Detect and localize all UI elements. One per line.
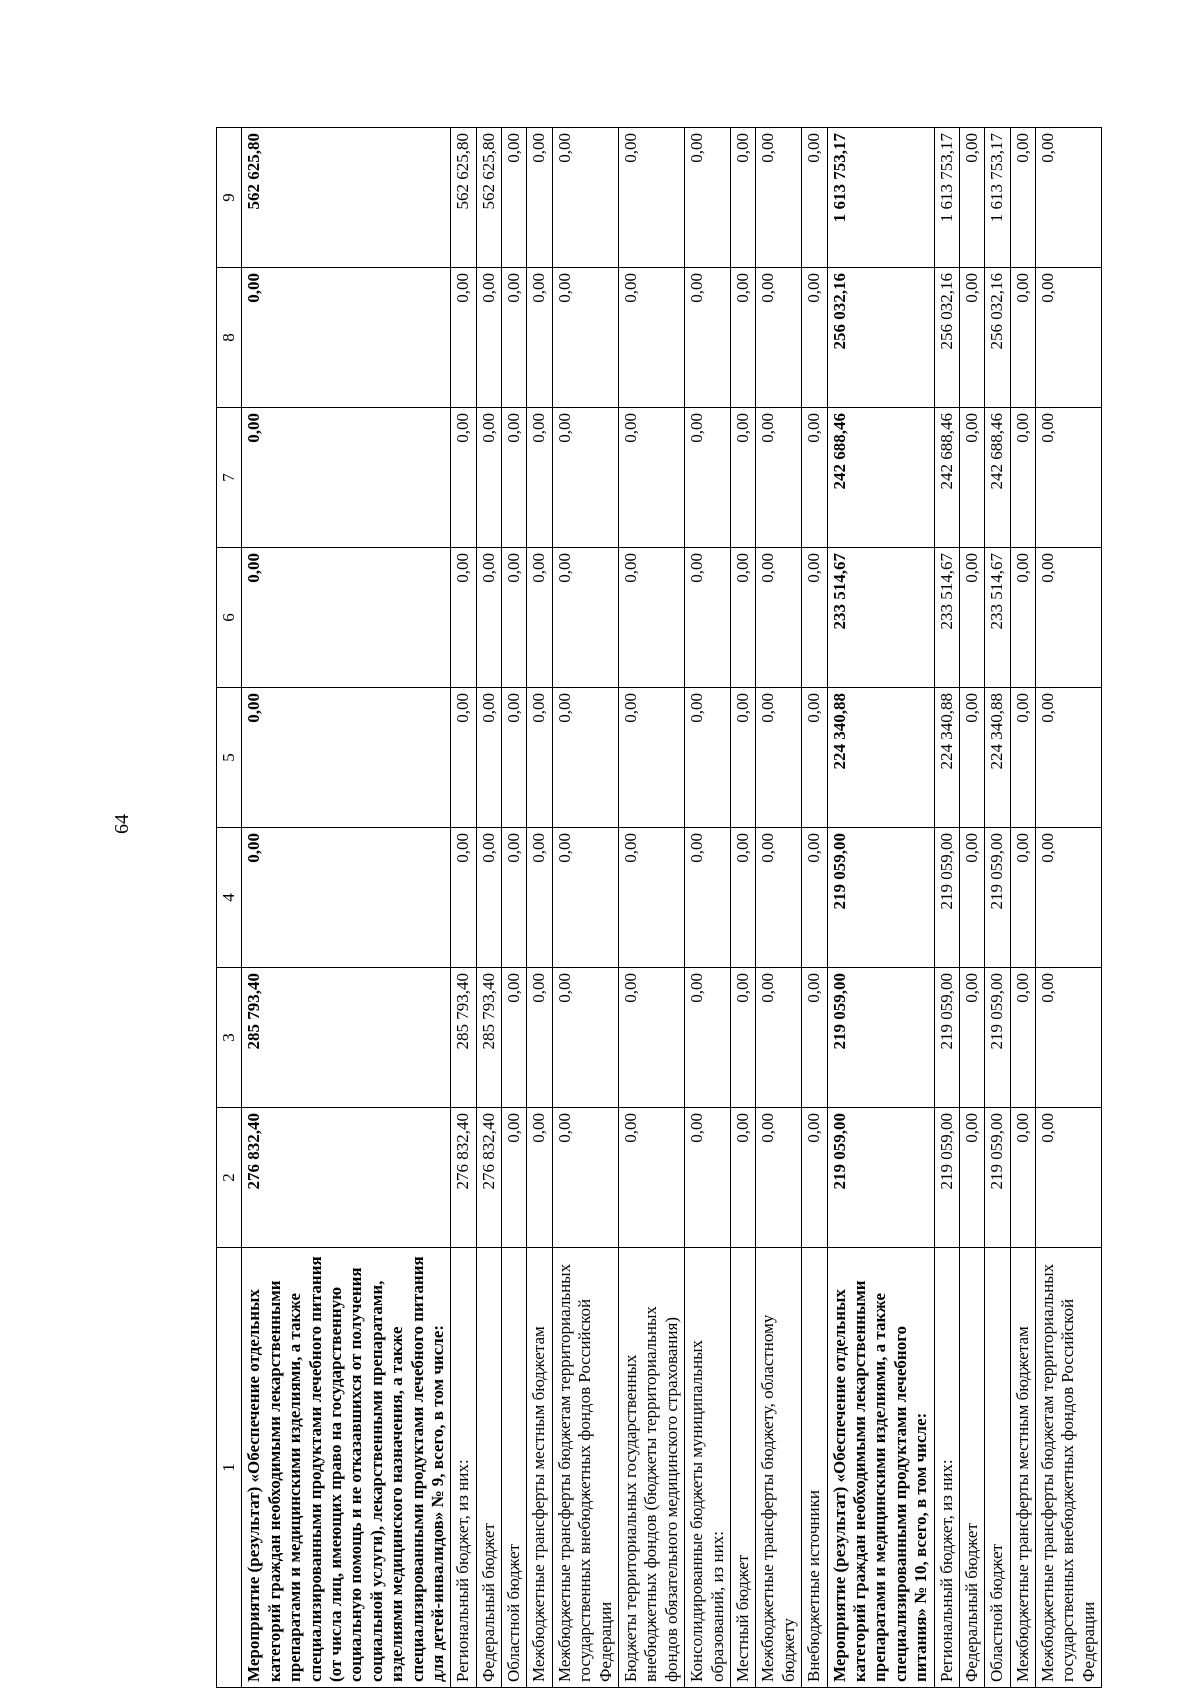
page-number: 64 xyxy=(111,814,133,834)
value-cell: 0,00 xyxy=(730,128,755,268)
value-cell: 0,00 xyxy=(476,548,501,688)
value-cell: 242 688,46 xyxy=(827,408,934,548)
value-cell: 0,00 xyxy=(552,128,618,268)
column-header: 2 xyxy=(217,1108,242,1248)
value-cell: 256 032,16 xyxy=(827,268,934,408)
row-label: Консолидированные бюджеты муниципальных образований, из них: xyxy=(685,1248,731,1688)
table-row xyxy=(985,128,1010,1688)
row-label: Федеральный бюджет xyxy=(476,1248,501,1688)
value-cell: 562 625,80 xyxy=(451,128,476,268)
value-cell: 0,00 xyxy=(527,968,552,1108)
value-cell: 256 032,16 xyxy=(985,268,1010,408)
value-cell: 0,00 xyxy=(242,408,451,548)
row-label: Межбюджетные трансферты местным бюджетам xyxy=(527,1248,552,1688)
value-cell: 0,00 xyxy=(527,268,552,408)
value-cell: 0,00 xyxy=(502,828,527,968)
value-cell: 0,00 xyxy=(959,128,984,268)
value-cell: 0,00 xyxy=(242,548,451,688)
rotated-table-wrapper xyxy=(216,128,1098,1688)
value-cell: 0,00 xyxy=(451,548,476,688)
value-cell: 0,00 xyxy=(1036,688,1102,828)
value-cell: 0,00 xyxy=(502,1108,527,1248)
value-cell: 0,00 xyxy=(756,548,802,688)
value-cell: 0,00 xyxy=(685,688,731,828)
value-cell: 0,00 xyxy=(1036,548,1102,688)
table-row xyxy=(502,128,527,1688)
value-cell: 0,00 xyxy=(502,548,527,688)
value-cell: 0,00 xyxy=(802,548,827,688)
value-cell: 0,00 xyxy=(1036,828,1102,968)
row-label: Мероприятие (результат) «Обеспечение отдельных категорий граждан необходимыми лекарственными препаратами и медицинскими изделиями, а также специализированными продуктами лечебного питания» № 10, всего, в том числе: xyxy=(827,1248,934,1688)
value-cell: 0,00 xyxy=(685,408,731,548)
value-cell: 0,00 xyxy=(756,968,802,1108)
table-row xyxy=(934,128,959,1688)
table-row xyxy=(756,128,802,1688)
value-cell: 0,00 xyxy=(552,688,618,828)
table-row xyxy=(1010,128,1035,1688)
value-cell: 0,00 xyxy=(756,128,802,268)
value-cell: 285 793,40 xyxy=(476,968,501,1108)
value-cell: 224 340,88 xyxy=(985,688,1010,828)
table-row xyxy=(827,128,934,1688)
value-cell: 0,00 xyxy=(802,128,827,268)
value-cell: 0,00 xyxy=(1010,688,1035,828)
value-cell: 0,00 xyxy=(685,1108,731,1248)
value-cell: 242 688,46 xyxy=(985,408,1010,548)
value-cell: 285 793,40 xyxy=(242,968,451,1108)
value-cell: 0,00 xyxy=(959,268,984,408)
value-cell: 0,00 xyxy=(552,548,618,688)
value-cell: 0,00 xyxy=(685,268,731,408)
value-cell: 224 340,88 xyxy=(934,688,959,828)
value-cell: 0,00 xyxy=(685,968,731,1108)
value-cell: 256 032,16 xyxy=(934,268,959,408)
table-row xyxy=(1036,128,1102,1688)
value-cell: 0,00 xyxy=(552,408,618,548)
value-cell: 0,00 xyxy=(1010,128,1035,268)
value-cell: 0,00 xyxy=(730,408,755,548)
value-cell: 0,00 xyxy=(730,1108,755,1248)
value-cell: 0,00 xyxy=(1036,408,1102,548)
column-header: 4 xyxy=(217,828,242,968)
row-label: Межбюджетные трансферты бюджетам территориальных государственных внебюджетных фондов Российской Федерации xyxy=(552,1248,618,1688)
value-cell: 0,00 xyxy=(730,548,755,688)
value-cell: 219 059,00 xyxy=(827,968,934,1108)
value-cell: 0,00 xyxy=(1010,408,1035,548)
row-label: Федеральный бюджет xyxy=(959,1248,984,1688)
table-row xyxy=(476,128,501,1688)
value-cell: 0,00 xyxy=(619,128,685,268)
row-label: Областной бюджет xyxy=(985,1248,1010,1688)
value-cell: 0,00 xyxy=(527,128,552,268)
value-cell: 0,00 xyxy=(451,408,476,548)
value-cell: 0,00 xyxy=(1036,268,1102,408)
table-row xyxy=(730,128,755,1688)
value-cell: 0,00 xyxy=(1010,968,1035,1108)
value-cell: 0,00 xyxy=(802,408,827,548)
value-cell: 0,00 xyxy=(619,968,685,1108)
value-cell: 0,00 xyxy=(527,828,552,968)
value-cell: 0,00 xyxy=(1010,548,1035,688)
value-cell: 0,00 xyxy=(552,268,618,408)
value-cell: 0,00 xyxy=(685,828,731,968)
value-cell: 0,00 xyxy=(619,1108,685,1248)
value-cell: 242 688,46 xyxy=(934,408,959,548)
value-cell: 0,00 xyxy=(502,268,527,408)
value-cell: 0,00 xyxy=(730,688,755,828)
value-cell: 0,00 xyxy=(959,408,984,548)
value-cell: 0,00 xyxy=(959,548,984,688)
value-cell: 0,00 xyxy=(476,688,501,828)
value-cell: 233 514,67 xyxy=(827,548,934,688)
value-cell: 0,00 xyxy=(451,688,476,828)
row-label: Мероприятие (результат) «Обеспечение отдельных категорий граждан необходимыми лекарственными препаратами и медицинскими изделиями, а также специализированными продуктами лечебного питания (от числа лиц, имеющих право на государственную социальную помощь и не отказавшихся от получения социальной услуги), лекарственными препаратами, изделиями медицинского назначения, а также специализированными продуктами лечебного питания для детей-инвалидов» № 9, всего, в том числе: xyxy=(242,1248,451,1688)
value-cell: 0,00 xyxy=(730,828,755,968)
value-cell: 0,00 xyxy=(756,828,802,968)
value-cell: 562 625,80 xyxy=(476,128,501,268)
value-cell: 0,00 xyxy=(730,268,755,408)
value-cell: 0,00 xyxy=(756,1108,802,1248)
value-cell: 0,00 xyxy=(476,828,501,968)
table-row xyxy=(552,128,618,1688)
value-cell: 0,00 xyxy=(619,268,685,408)
row-label: Межбюджетные трансферты бюджету, областному бюджету xyxy=(756,1248,802,1688)
value-cell: 0,00 xyxy=(527,1108,552,1248)
value-cell: 0,00 xyxy=(552,968,618,1108)
value-cell: 0,00 xyxy=(756,688,802,828)
value-cell: 0,00 xyxy=(685,128,731,268)
column-header: 8 xyxy=(217,268,242,408)
column-header: 3 xyxy=(217,968,242,1108)
value-cell: 0,00 xyxy=(451,268,476,408)
column-header: 9 xyxy=(217,128,242,268)
budget-table xyxy=(216,127,1102,1688)
value-cell: 219 059,00 xyxy=(934,968,959,1108)
value-cell: 0,00 xyxy=(802,828,827,968)
value-cell: 1 613 753,17 xyxy=(934,128,959,268)
value-cell: 0,00 xyxy=(502,128,527,268)
table-body xyxy=(242,128,1102,1688)
value-cell: 219 059,00 xyxy=(985,828,1010,968)
value-cell: 0,00 xyxy=(802,1108,827,1248)
value-cell: 0,00 xyxy=(502,968,527,1108)
value-cell: 219 059,00 xyxy=(985,968,1010,1108)
value-cell: 0,00 xyxy=(756,408,802,548)
value-cell: 0,00 xyxy=(502,688,527,828)
value-cell: 0,00 xyxy=(242,828,451,968)
value-cell: 0,00 xyxy=(242,268,451,408)
value-cell: 233 514,67 xyxy=(934,548,959,688)
value-cell: 0,00 xyxy=(619,828,685,968)
value-cell: 276 832,40 xyxy=(242,1108,451,1248)
value-cell: 0,00 xyxy=(527,688,552,828)
table-row xyxy=(242,128,451,1688)
row-label: Региональный бюджет, из них: xyxy=(451,1248,476,1688)
value-cell: 0,00 xyxy=(802,688,827,828)
row-label: Областной бюджет xyxy=(502,1248,527,1688)
value-cell: 0,00 xyxy=(619,408,685,548)
value-cell: 0,00 xyxy=(1010,828,1035,968)
value-cell: 0,00 xyxy=(802,968,827,1108)
column-header: 7 xyxy=(217,408,242,548)
value-cell: 276 832,40 xyxy=(476,1108,501,1248)
value-cell: 0,00 xyxy=(1036,968,1102,1108)
value-cell: 0,00 xyxy=(756,268,802,408)
value-cell: 0,00 xyxy=(959,828,984,968)
column-header: 1 xyxy=(217,1248,242,1688)
row-label: Межбюджетные трансферты бюджетам территориальных государственных внебюджетных фондов Российской Федерации xyxy=(1036,1248,1102,1688)
value-cell: 0,00 xyxy=(619,688,685,828)
value-cell: 0,00 xyxy=(1036,1108,1102,1248)
table-row xyxy=(451,128,476,1688)
table-row xyxy=(619,128,685,1688)
table-header-row xyxy=(217,128,242,1688)
value-cell: 219 059,00 xyxy=(985,1108,1010,1248)
value-cell: 219 059,00 xyxy=(934,828,959,968)
column-header: 5 xyxy=(217,688,242,828)
value-cell: 0,00 xyxy=(1010,268,1035,408)
column-header: 6 xyxy=(217,548,242,688)
value-cell: 0,00 xyxy=(802,268,827,408)
value-cell: 276 832,40 xyxy=(451,1108,476,1248)
value-cell: 0,00 xyxy=(552,1108,618,1248)
value-cell: 0,00 xyxy=(959,968,984,1108)
row-label: Внебюджетные источники xyxy=(802,1248,827,1688)
value-cell: 0,00 xyxy=(451,828,476,968)
value-cell: 0,00 xyxy=(1010,1108,1035,1248)
value-cell: 0,00 xyxy=(527,548,552,688)
table-row xyxy=(527,128,552,1688)
value-cell: 285 793,40 xyxy=(451,968,476,1108)
value-cell: 562 625,80 xyxy=(242,128,451,268)
row-label: Местный бюджет xyxy=(730,1248,755,1688)
row-label: Бюджеты территориальных государственных внебюджетных фондов (бюджеты территориальных фондов обязательного медицинского страхования) xyxy=(619,1248,685,1688)
value-cell: 0,00 xyxy=(959,1108,984,1248)
value-cell: 1 613 753,17 xyxy=(827,128,934,268)
value-cell: 0,00 xyxy=(527,408,552,548)
value-cell: 219 059,00 xyxy=(827,828,934,968)
value-cell: 0,00 xyxy=(242,688,451,828)
value-cell: 0,00 xyxy=(619,548,685,688)
table-row xyxy=(959,128,984,1688)
value-cell: 0,00 xyxy=(959,688,984,828)
value-cell: 219 059,00 xyxy=(827,1108,934,1248)
value-cell: 0,00 xyxy=(552,828,618,968)
value-cell: 0,00 xyxy=(476,268,501,408)
table-row xyxy=(802,128,827,1688)
value-cell: 219 059,00 xyxy=(934,1108,959,1248)
value-cell: 0,00 xyxy=(502,408,527,548)
table-row xyxy=(685,128,731,1688)
value-cell: 1 613 753,17 xyxy=(985,128,1010,268)
value-cell: 0,00 xyxy=(1036,128,1102,268)
value-cell: 0,00 xyxy=(476,408,501,548)
value-cell: 233 514,67 xyxy=(985,548,1010,688)
value-cell: 0,00 xyxy=(730,968,755,1108)
row-label: Межбюджетные трансферты местным бюджетам xyxy=(1010,1248,1035,1688)
value-cell: 224 340,88 xyxy=(827,688,934,828)
row-label: Региональный бюджет, из них: xyxy=(934,1248,959,1688)
value-cell: 0,00 xyxy=(685,548,731,688)
